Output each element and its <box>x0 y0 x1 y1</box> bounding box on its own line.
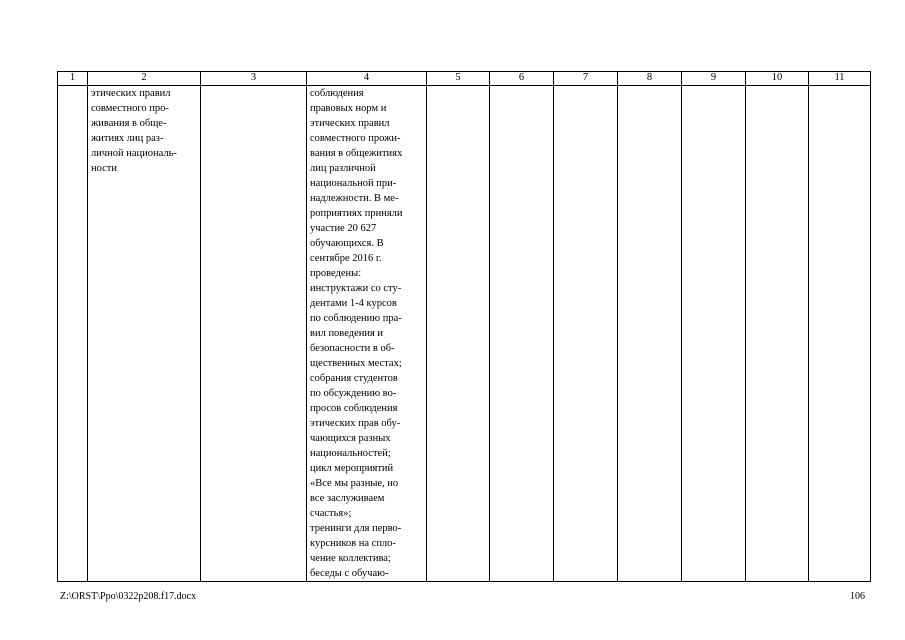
cell-text-line: сентябре 2016 г. <box>310 253 382 264</box>
cell-text-line: беседы с обучаю- <box>310 568 389 579</box>
cell-text-line: собрания студентов <box>310 373 398 384</box>
cell-col-7 <box>554 86 618 582</box>
cell-col-2 <box>88 86 201 582</box>
cell-text-line: цикл мероприятий <box>310 463 394 474</box>
cell-text-line: обучающихся. В <box>310 238 384 249</box>
column-header-1: 1 <box>58 72 88 86</box>
cell-text-line: этических правил <box>310 118 390 129</box>
cell-text-line: по соблюдению пра- <box>310 313 402 324</box>
cell-text-col-2 <box>88 86 200 176</box>
cell-text-line: инструктажи со сту- <box>310 283 402 294</box>
footer-file-path: Z:\ORST\Ppo\0322p208.f17.docx <box>60 591 197 602</box>
cell-text-line: личной националь- <box>91 148 177 159</box>
cell-text-line: проведены: <box>310 268 362 279</box>
column-header-4: 4 <box>307 72 427 86</box>
cell-col-1 <box>58 86 88 582</box>
cell-text-line: живания в обще- <box>91 118 167 129</box>
cell-text-line: счастья»; <box>310 508 352 519</box>
column-header-10: 10 <box>746 72 809 86</box>
cell-text-line: житиях лиц раз- <box>91 133 164 144</box>
cell-text-col-4 <box>307 86 426 581</box>
cell-text-line: все заслуживаем <box>310 493 385 504</box>
footer-page-number: 106 <box>850 591 865 602</box>
column-header-9: 9 <box>682 72 746 86</box>
cell-col-10 <box>746 86 809 582</box>
cell-text-line: чающихся разных <box>310 433 391 444</box>
cell-text-line: вания в общежитиях <box>310 148 403 159</box>
cell-text-line: правовых норм и <box>310 103 387 114</box>
cell-text-line: «Все мы разные, но <box>310 478 399 489</box>
column-header-3: 3 <box>201 72 307 86</box>
cell-text-line: этических прав обу- <box>310 418 401 429</box>
cell-text-line: национальностей; <box>310 448 391 459</box>
cell-text-line: безопасности в об- <box>310 343 395 354</box>
cell-text-line: совместного прожи- <box>310 133 401 144</box>
column-header-11: 11 <box>809 72 871 86</box>
column-header-6: 6 <box>490 72 554 86</box>
table-row <box>58 86 871 582</box>
cell-text-line: просов соблюдения <box>310 403 398 414</box>
cell-text-line: курсников на спло- <box>310 538 396 549</box>
document-table <box>57 71 871 582</box>
cell-col-11 <box>809 86 871 582</box>
cell-text-line: этических правил <box>91 88 171 99</box>
cell-text-line: роприятиях приняли <box>310 208 403 219</box>
cell-text-line: по обсуждению во- <box>310 388 397 399</box>
cell-col-4 <box>307 86 427 582</box>
cell-text-line: совместного про- <box>91 103 169 114</box>
column-header-5: 5 <box>427 72 490 86</box>
cell-col-8 <box>618 86 682 582</box>
cell-text-line: участие 20 627 <box>310 223 377 234</box>
cell-text-line: чение коллектива; <box>310 553 391 564</box>
cell-text-line: вил поведения и <box>310 328 384 339</box>
cell-text-line: надлежности. В ме- <box>310 193 399 204</box>
cell-text-line: ности <box>91 163 117 174</box>
cell-text-line: щественных местах; <box>310 358 402 369</box>
cell-col-6 <box>490 86 554 582</box>
cell-col-3 <box>201 86 307 582</box>
column-header-7: 7 <box>554 72 618 86</box>
cell-col-9 <box>682 86 746 582</box>
cell-text-line: соблюдения <box>310 88 364 99</box>
cell-text-line: лиц различной <box>310 163 376 174</box>
cell-text-line: тренинги для перво- <box>310 523 402 534</box>
column-header-8: 8 <box>618 72 682 86</box>
cell-col-5 <box>427 86 490 582</box>
header-row <box>58 72 871 86</box>
cell-text-line: дентами 1-4 курсов <box>310 298 397 309</box>
cell-text-line: национальной при- <box>310 178 397 189</box>
column-header-2: 2 <box>88 72 201 86</box>
